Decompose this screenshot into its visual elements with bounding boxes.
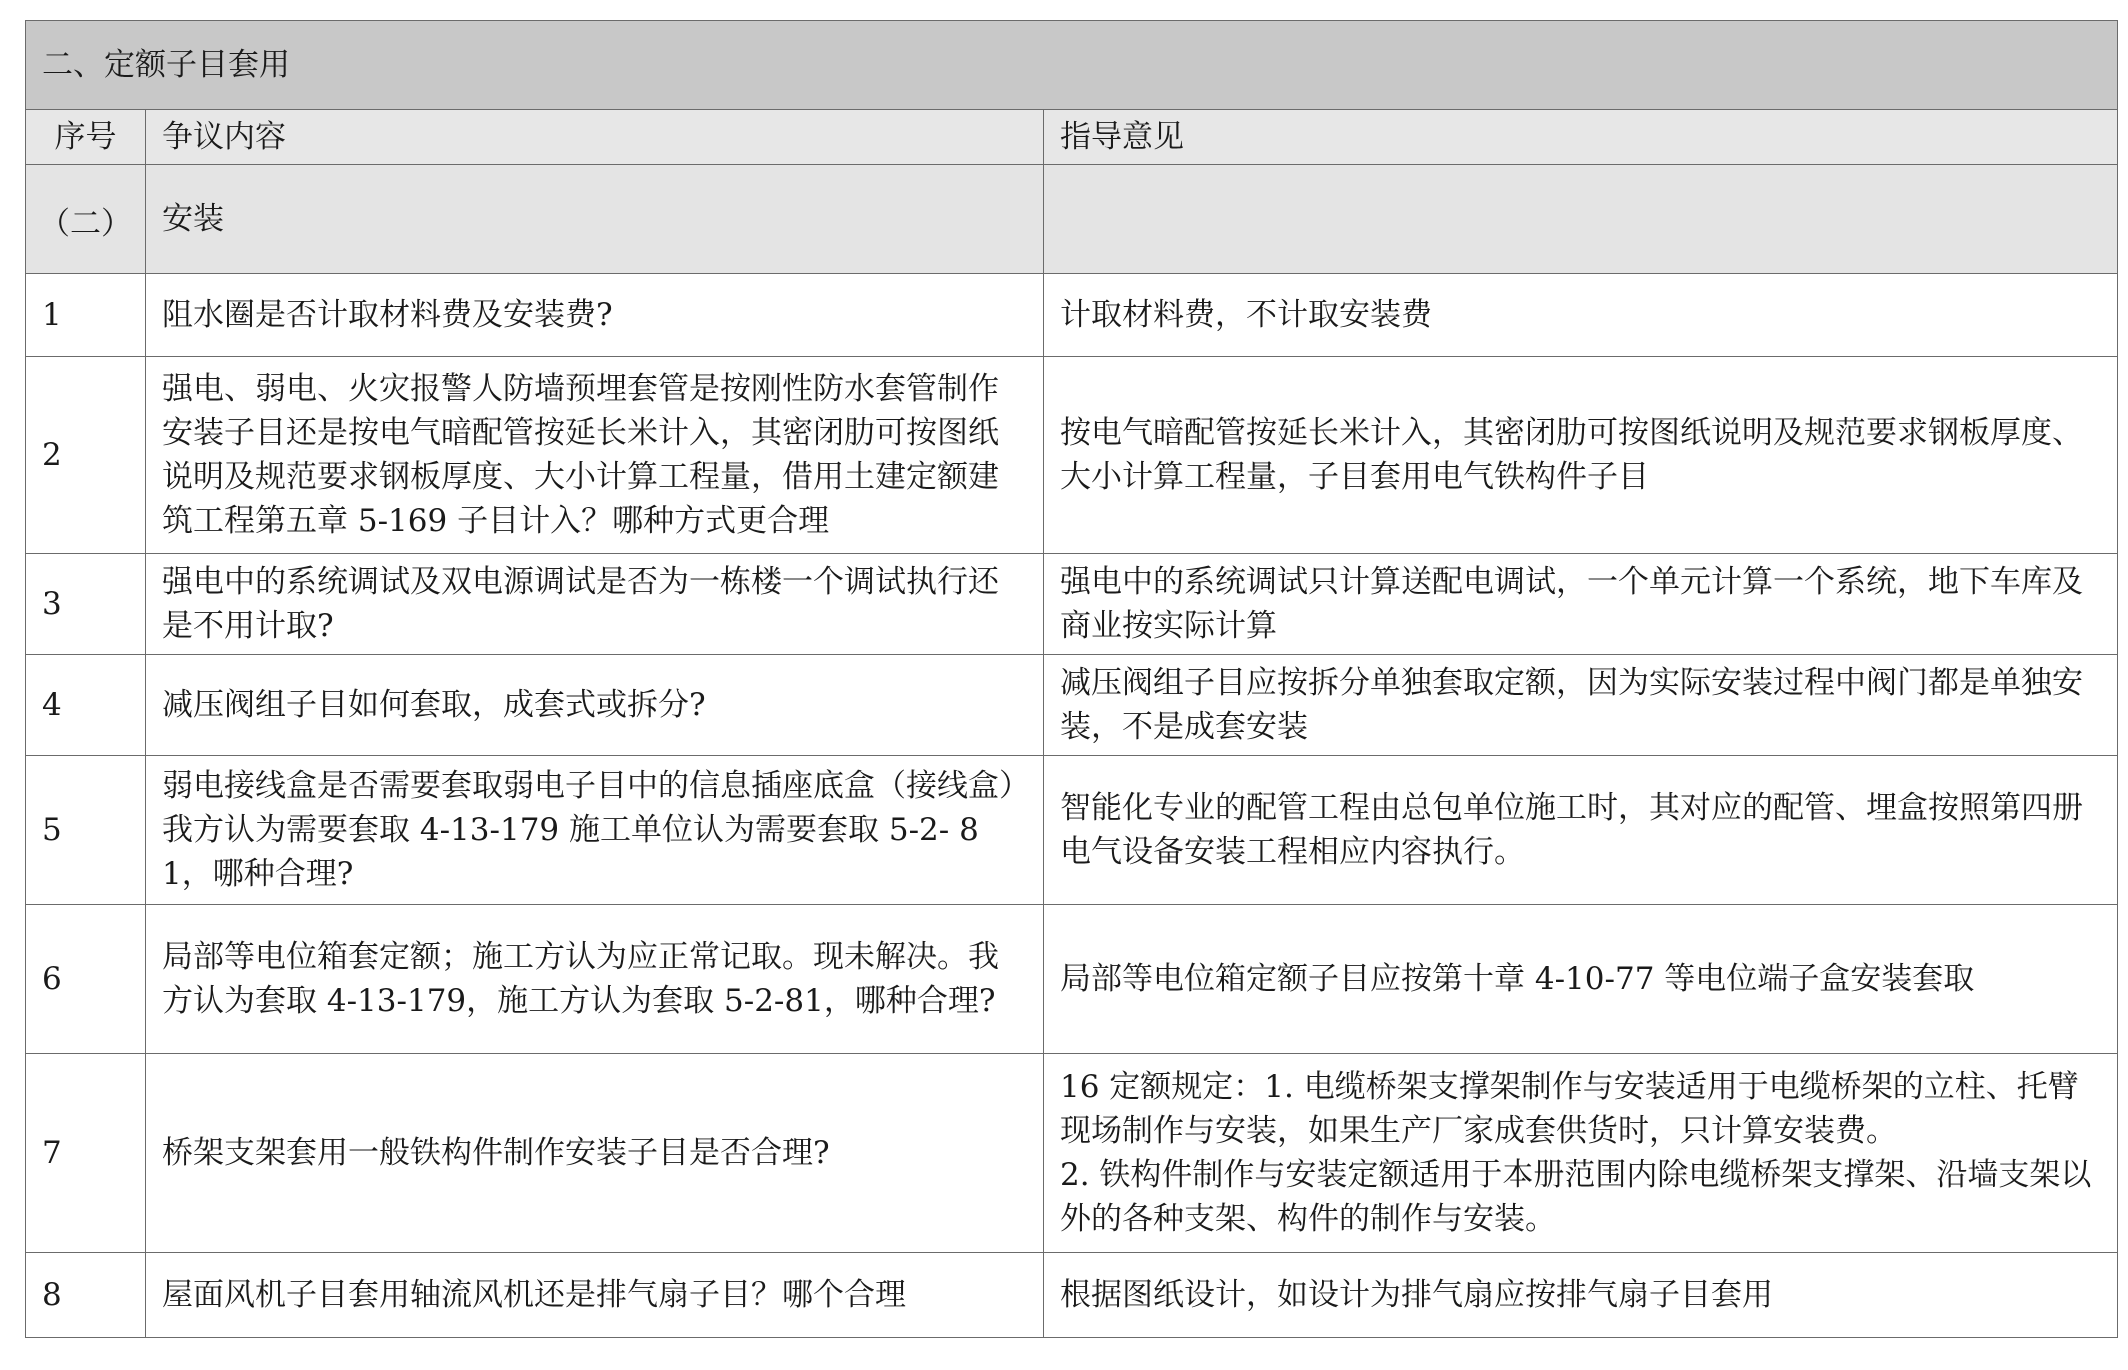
row-no: 7 <box>26 1054 146 1253</box>
header-no: 序号 <box>26 110 146 165</box>
row-dispute: 弱电接线盒是否需要套取弱电子目中的信息插座底盒（接线盒）我方认为需要套取 4-13-179 施工单位认为需要套取 5-2- 81，哪种合理? <box>146 756 1044 905</box>
row-no: 6 <box>26 905 146 1054</box>
row-guidance: 根据图纸设计，如设计为排气扇应按排气扇子目套用 <box>1044 1253 2118 1338</box>
row-guidance: 按电气暗配管按延长米计入，其密闭肋可按图纸说明及规范要求钢板厚度、大小计算工程量，子目套用电气铁构件子目 <box>1044 357 2118 554</box>
row-dispute: 桥架支架套用一般铁构件制作安装子目是否合理? <box>146 1054 1044 1253</box>
guidance-table <box>25 20 2118 1338</box>
table-row <box>26 1054 2118 1253</box>
row-guidance: 减压阀组子目应按拆分单独套取定额，因为实际安装过程中阀门都是单独安装，不是成套安装 <box>1044 655 2118 756</box>
header-dispute: 争议内容 <box>146 110 1044 165</box>
group-no: （二） <box>26 165 146 274</box>
table-row <box>26 655 2118 756</box>
row-guidance: 智能化专业的配管工程由总包单位施工时，其对应的配管、埋盒按照第四册电气设备安装工程相应内容执行。 <box>1044 756 2118 905</box>
row-no: 1 <box>26 274 146 357</box>
row-dispute: 强电中的系统调试及双电源调试是否为一栋楼一个调试执行还是不用计取? <box>146 554 1044 655</box>
row-guidance: 计取材料费，不计取安装费 <box>1044 274 2118 357</box>
row-guidance: 16 定额规定：1. 电缆桥架支撑架制作与安装适用于电缆桥架的立柱、托臂现场制作与安装，如果生产厂家成套供货时，只计算安装费。 2. 铁构件制作与安装定额适用于本册范围内除电缆桥架支撑架、沿墙支架以外的各种支架、构件的制作与安装。 <box>1044 1054 2118 1253</box>
table-row <box>26 756 2118 905</box>
group-guidance <box>1044 165 2118 274</box>
row-guidance: 强电中的系统调试只计算送配电调试，一个单元计算一个系统，地下车库及商业按实际计算 <box>1044 554 2118 655</box>
row-no: 2 <box>26 357 146 554</box>
guidance-table-sheet <box>25 20 2117 1338</box>
table-row <box>26 357 2118 554</box>
row-dispute: 阻水圈是否计取材料费及安装费? <box>146 274 1044 357</box>
row-no: 3 <box>26 554 146 655</box>
group-row <box>26 165 2118 274</box>
row-guidance: 局部等电位箱定额子目应按第十章 4-10-77 等电位端子盒安装套取 <box>1044 905 2118 1054</box>
row-dispute: 强电、弱电、火灾报警人防墙预埋套管是按刚性防水套管制作安装子目还是按电气暗配管按延长米计入，其密闭肋可按图纸说明及规范要求钢板厚度、大小计算工程量，借用土建定额建筑工程第五章 5-169 子目计入？哪种方式更合理 <box>146 357 1044 554</box>
row-no: 5 <box>26 756 146 905</box>
section-title-row <box>26 21 2118 110</box>
row-no: 4 <box>26 655 146 756</box>
table-row <box>26 554 2118 655</box>
header-row <box>26 110 2118 165</box>
table-row <box>26 905 2118 1054</box>
header-guidance: 指导意见 <box>1044 110 2118 165</box>
row-no: 8 <box>26 1253 146 1338</box>
table-row <box>26 274 2118 357</box>
row-dispute: 屋面风机子目套用轴流风机还是排气扇子目？哪个合理 <box>146 1253 1044 1338</box>
row-dispute: 减压阀组子目如何套取，成套式或拆分? <box>146 655 1044 756</box>
section-title: 二、定额子目套用 <box>26 21 2118 110</box>
row-dispute: 局部等电位箱套定额；施工方认为应正常记取。现未解决。我方认为套取 4-13-179，施工方认为套取 5-2-81，哪种合理? <box>146 905 1044 1054</box>
table-row <box>26 1253 2118 1338</box>
group-name: 安装 <box>146 165 1044 274</box>
